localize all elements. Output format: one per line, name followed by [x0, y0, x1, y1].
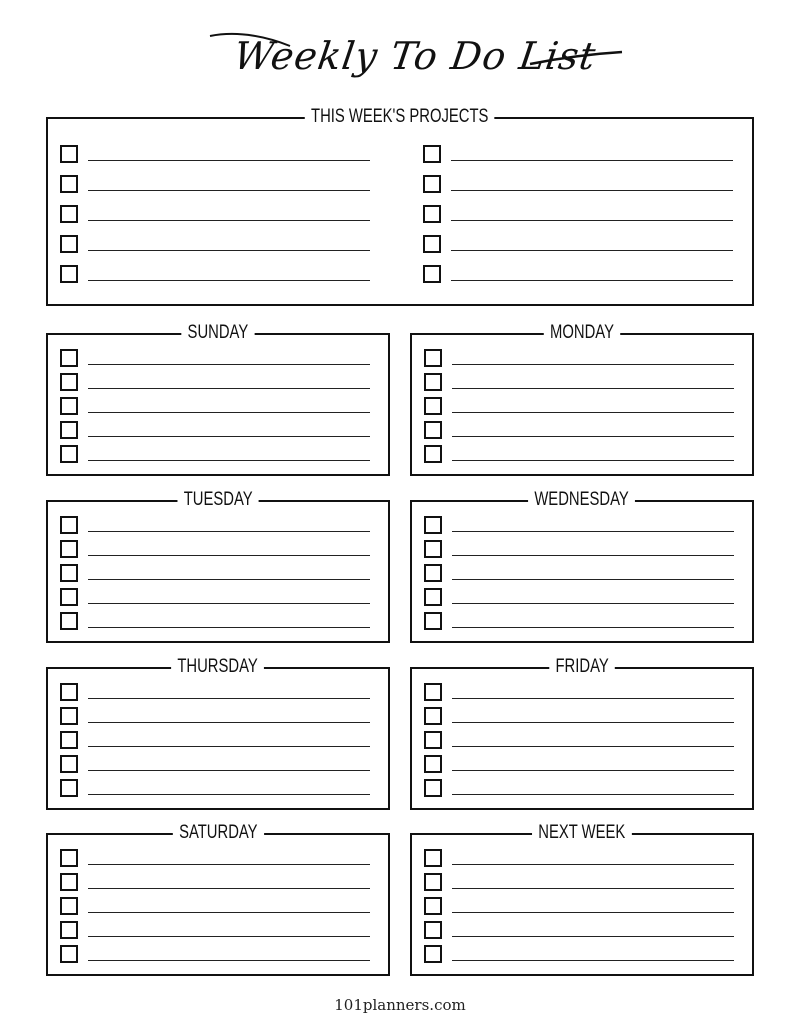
task-line[interactable] [88, 460, 370, 461]
task-checkbox[interactable] [424, 373, 442, 391]
task-checkbox[interactable] [424, 516, 442, 534]
footer-website: 101planners.com [334, 996, 466, 1014]
task-line[interactable] [88, 722, 370, 723]
task-checkbox[interactable] [60, 205, 78, 223]
task-checkbox[interactable] [424, 445, 442, 463]
task-checkbox[interactable] [424, 612, 442, 630]
task-line[interactable] [88, 531, 370, 532]
task-line[interactable] [88, 794, 370, 795]
friday-box [410, 656, 754, 810]
task-line[interactable] [88, 412, 370, 413]
task-line[interactable] [452, 960, 734, 961]
task-line[interactable] [452, 794, 734, 795]
tuesday-box [46, 489, 390, 643]
task-line[interactable] [452, 888, 734, 889]
task-checkbox[interactable] [424, 540, 442, 558]
task-line[interactable] [88, 912, 370, 913]
task-checkbox[interactable] [424, 707, 442, 725]
next-week-box [410, 822, 754, 976]
friday-heading: FRIDAY [549, 657, 615, 677]
task-checkbox[interactable] [60, 516, 78, 534]
task-checkbox[interactable] [60, 873, 78, 891]
projects-heading: THIS WEEK'S PROJECTS [305, 107, 495, 127]
task-checkbox[interactable] [424, 897, 442, 915]
task-checkbox[interactable] [60, 945, 78, 963]
task-line[interactable] [452, 864, 734, 865]
task-line[interactable] [88, 936, 370, 937]
wednesday-box [410, 489, 754, 643]
task-line[interactable] [88, 280, 370, 281]
task-line[interactable] [452, 436, 734, 437]
task-checkbox[interactable] [60, 397, 78, 415]
task-line[interactable] [88, 220, 370, 221]
task-line[interactable] [452, 388, 734, 389]
tuesday-heading: TUESDAY [177, 490, 258, 510]
task-checkbox[interactable] [60, 707, 78, 725]
task-checkbox[interactable] [60, 779, 78, 797]
task-line[interactable] [88, 250, 370, 251]
task-line[interactable] [452, 698, 734, 699]
task-checkbox[interactable] [423, 265, 441, 283]
task-line[interactable] [88, 364, 370, 365]
task-checkbox[interactable] [424, 349, 442, 367]
task-line[interactable] [88, 190, 370, 191]
task-line[interactable] [452, 579, 734, 580]
task-line[interactable] [451, 250, 733, 251]
task-checkbox[interactable] [424, 588, 442, 606]
projects-box [46, 106, 754, 306]
task-checkbox[interactable] [60, 421, 78, 439]
task-checkbox[interactable] [60, 849, 78, 867]
task-checkbox[interactable] [424, 945, 442, 963]
task-checkbox[interactable] [424, 397, 442, 415]
task-line[interactable] [88, 388, 370, 389]
task-line[interactable] [452, 364, 734, 365]
task-checkbox[interactable] [424, 731, 442, 749]
task-line[interactable] [88, 864, 370, 865]
task-checkbox[interactable] [60, 683, 78, 701]
task-checkbox[interactable] [60, 445, 78, 463]
task-checkbox[interactable] [424, 849, 442, 867]
thursday-box [46, 656, 390, 810]
task-line[interactable] [452, 627, 734, 628]
task-line[interactable] [88, 627, 370, 628]
task-checkbox[interactable] [424, 421, 442, 439]
task-checkbox[interactable] [60, 175, 78, 193]
task-checkbox[interactable] [424, 921, 442, 939]
task-checkbox[interactable] [60, 235, 78, 253]
task-checkbox[interactable] [60, 564, 78, 582]
task-line[interactable] [451, 220, 733, 221]
task-checkbox[interactable] [60, 588, 78, 606]
task-line[interactable] [88, 770, 370, 771]
task-line[interactable] [88, 436, 370, 437]
task-line[interactable] [452, 460, 734, 461]
task-line[interactable] [452, 555, 734, 556]
page-title [200, 20, 630, 82]
task-checkbox[interactable] [60, 921, 78, 939]
task-line[interactable] [88, 579, 370, 580]
task-line[interactable] [88, 698, 370, 699]
monday-heading: MONDAY [544, 323, 620, 343]
title-text: Weekly To Do List [231, 34, 599, 78]
next-week-heading: NEXT WEEK [532, 823, 631, 843]
task-line[interactable] [452, 746, 734, 747]
wednesday-heading: WEDNESDAY [529, 490, 636, 510]
task-checkbox[interactable] [60, 265, 78, 283]
task-checkbox[interactable] [424, 779, 442, 797]
task-line[interactable] [451, 190, 733, 191]
task-line[interactable] [88, 888, 370, 889]
saturday-box [46, 822, 390, 976]
task-checkbox[interactable] [423, 145, 441, 163]
task-checkbox[interactable] [423, 235, 441, 253]
saturday-heading: SATURDAY [173, 823, 264, 843]
task-line[interactable] [88, 746, 370, 747]
task-checkbox[interactable] [60, 731, 78, 749]
thursday-heading: THURSDAY [172, 657, 265, 677]
task-checkbox[interactable] [424, 683, 442, 701]
task-line[interactable] [452, 412, 734, 413]
task-checkbox[interactable] [60, 540, 78, 558]
task-checkbox[interactable] [424, 873, 442, 891]
task-line[interactable] [88, 160, 370, 161]
task-checkbox[interactable] [60, 349, 78, 367]
task-checkbox[interactable] [423, 205, 441, 223]
task-checkbox[interactable] [424, 755, 442, 773]
task-checkbox[interactable] [60, 755, 78, 773]
monday-box [410, 322, 754, 476]
sunday-heading: SUNDAY [181, 323, 254, 343]
task-line[interactable] [452, 722, 734, 723]
sunday-box [46, 322, 390, 476]
task-checkbox[interactable] [424, 564, 442, 582]
task-line[interactable] [88, 555, 370, 556]
task-line[interactable] [88, 960, 370, 961]
task-line[interactable] [452, 603, 734, 604]
task-line[interactable] [451, 280, 733, 281]
task-line[interactable] [452, 770, 734, 771]
task-line[interactable] [88, 603, 370, 604]
task-checkbox[interactable] [60, 145, 78, 163]
task-line[interactable] [452, 531, 734, 532]
task-checkbox[interactable] [60, 612, 78, 630]
task-line[interactable] [452, 936, 734, 937]
task-checkbox[interactable] [60, 373, 78, 391]
task-line[interactable] [452, 912, 734, 913]
task-line[interactable] [451, 160, 733, 161]
task-checkbox[interactable] [423, 175, 441, 193]
task-checkbox[interactable] [60, 897, 78, 915]
